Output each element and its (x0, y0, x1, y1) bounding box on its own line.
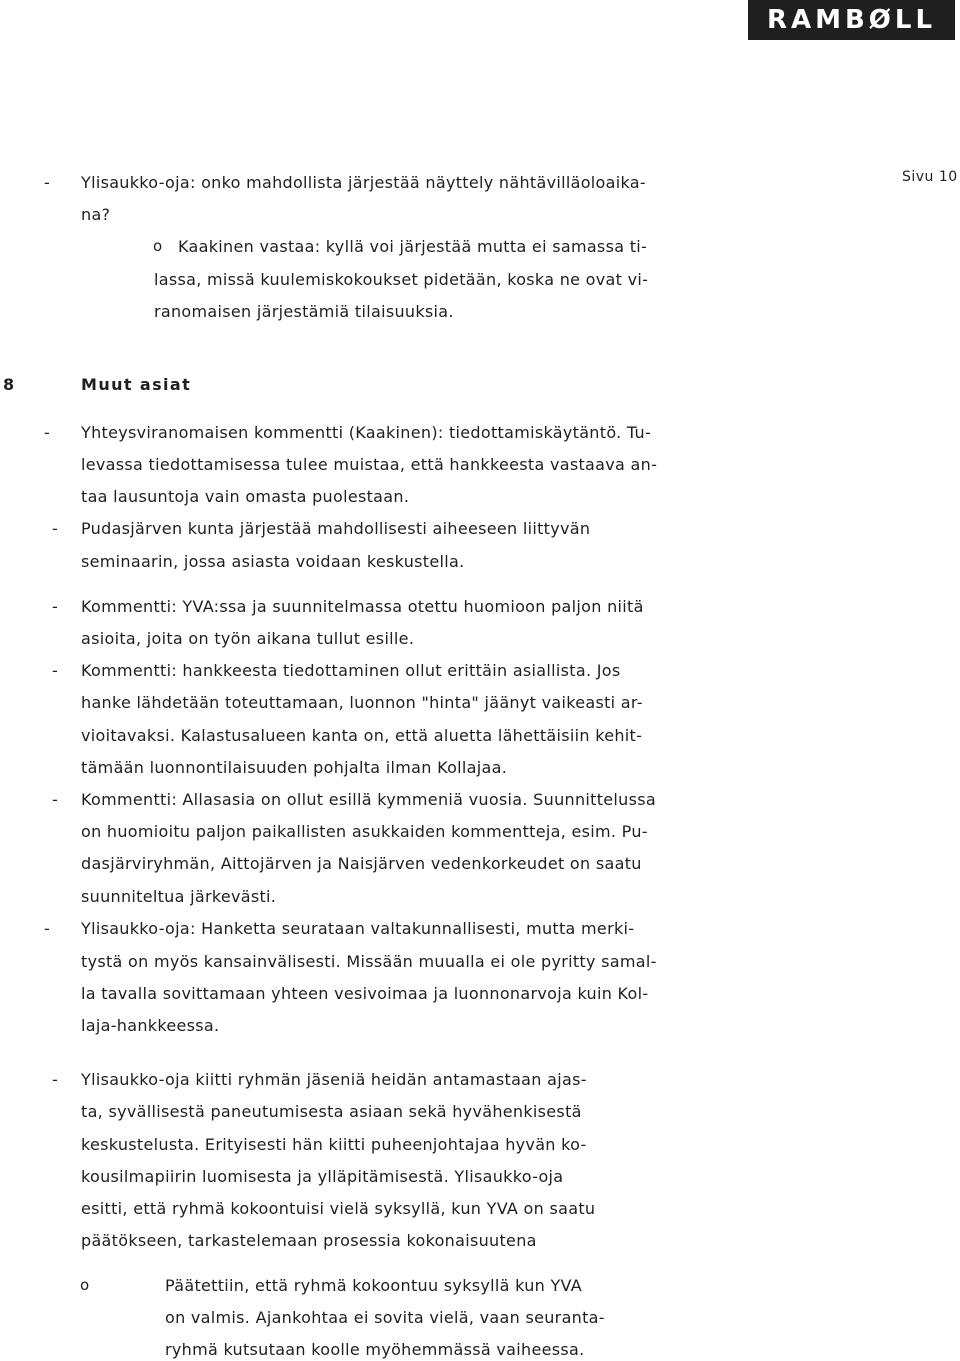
list-item-line: päätökseen, tarkastelemaan prosessia kokonaisuutena (81, 1231, 537, 1250)
list-item-line: Yhteysviranomaisen kommentti (Kaakinen): tiedottamiskäytäntö. Tu- (81, 423, 652, 442)
list-item-line: levassa tiedottamisessa tulee muistaa, että hankkeesta vastaava an- (81, 455, 658, 474)
list-item-line: Pudasjärven kunta järjestää mahdollisesti aiheeseen liittyvän (81, 519, 591, 538)
list-item-line: hanke lähdetään toteuttamaan, luonnon "hinta" jäänyt vaikeasti ar- (81, 693, 643, 712)
bullet-dash: - (52, 1070, 59, 1089)
list-item-line: taa lausuntoja vain omasta puolestaan. (81, 487, 410, 506)
page-number: Sivu 10 (902, 169, 958, 185)
section-number: 8 (3, 375, 15, 394)
bullet-dash: - (52, 597, 59, 616)
section-title: Muut asiat (81, 375, 192, 394)
bullet-circle: o (80, 1276, 90, 1294)
list-item-line: suunniteltua järkevästi. (81, 887, 277, 906)
list-item-line: lassa, missä kuulemiskokoukset pidetään, koska ne ovat vi- (154, 270, 649, 289)
list-item-line: on huomioitu paljon paikallisten asukkaiden kommentteja, esim. Pu- (81, 822, 648, 841)
bullet-dash: - (52, 661, 59, 680)
list-item-line: tämään luonnontilaisuuden pohjalta ilman Kollajaa. (81, 758, 508, 777)
list-item-line: seminaarin, jossa asiasta voidaan keskustella. (81, 552, 465, 571)
bullet-dash: - (52, 519, 59, 538)
list-item-line: Päätettiin, että ryhmä kokoontuu syksyllä kun YVA (165, 1276, 583, 1295)
list-item-line: Ylisaukko-oja: onko mahdollista järjestää näyttely nähtävilläoloaika- (81, 173, 646, 192)
bullet-dash: - (44, 423, 51, 442)
list-item-line: la tavalla sovittamaan yhteen vesivoimaa ja luonnonarvoja kuin Kol- (81, 984, 649, 1003)
list-item-line: Kommentti: YVA:ssa ja suunnitelmassa otettu huomioon paljon niitä (81, 597, 644, 616)
list-item-line: Kommentti: Allasasia on ollut esillä kymmeniä vuosia. Suunnittelussa (81, 790, 656, 809)
list-item-line: Kommentti: hankkeesta tiedottaminen ollut erittäin asiallista. Jos (81, 661, 621, 680)
bullet-circle: o (153, 237, 163, 255)
list-item-line: dasjärviryhmän, Aittojärven ja Naisjärven vedenkorkeudet on saatu (81, 854, 642, 873)
list-item-line: kousilmapiirin luomisesta ja ylläpitämisestä. Ylisaukko-oja (81, 1167, 564, 1186)
list-item-line: esitti, että ryhmä kokoontuisi vielä syksyllä, kun YVA on saatu (81, 1199, 596, 1218)
list-item-line: on valmis. Ajankohtaa ei sovita vielä, vaan seuranta- (165, 1308, 605, 1327)
list-item-line: Ylisaukko-oja: Hanketta seurataan valtakunnallisesti, mutta merki- (81, 919, 635, 938)
list-item-line: na? (81, 205, 111, 224)
list-item-line: tystä on myös kansainvälisesti. Missään muualla ei ole pyritty samal- (81, 952, 657, 971)
bullet-dash: - (44, 919, 51, 938)
list-item-line: ryhmä kutsutaan koolle myöhemmässä vaiheessa. (165, 1340, 585, 1359)
list-item-line: ranomaisen järjestämiä tilaisuuksia. (154, 302, 454, 321)
list-item-line: keskustelusta. Erityisesti hän kiitti puheenjohtajaa hyvän ko- (81, 1135, 587, 1154)
list-item-line: ta, syvällisestä paneutumisesta asiaan sekä hyvähenkisestä (81, 1102, 582, 1121)
bullet-dash: - (52, 790, 59, 809)
list-item-line: laja-hankkeessa. (81, 1016, 220, 1035)
list-item-line: asioita, joita on työn aikana tullut esille. (81, 629, 415, 648)
bullet-dash: - (44, 173, 51, 192)
list-item-line: Kaakinen vastaa: kyllä voi järjestää mutta ei samassa ti- (178, 237, 648, 256)
ramboll-logo: RAMBØLL (748, 0, 955, 40)
list-item-line: Ylisaukko-oja kiitti ryhmän jäseniä heidän antamastaan ajas- (81, 1070, 587, 1089)
list-item-line: vioitavaksi. Kalastusalueen kanta on, että aluetta lähettäisiin kehit- (81, 726, 643, 745)
